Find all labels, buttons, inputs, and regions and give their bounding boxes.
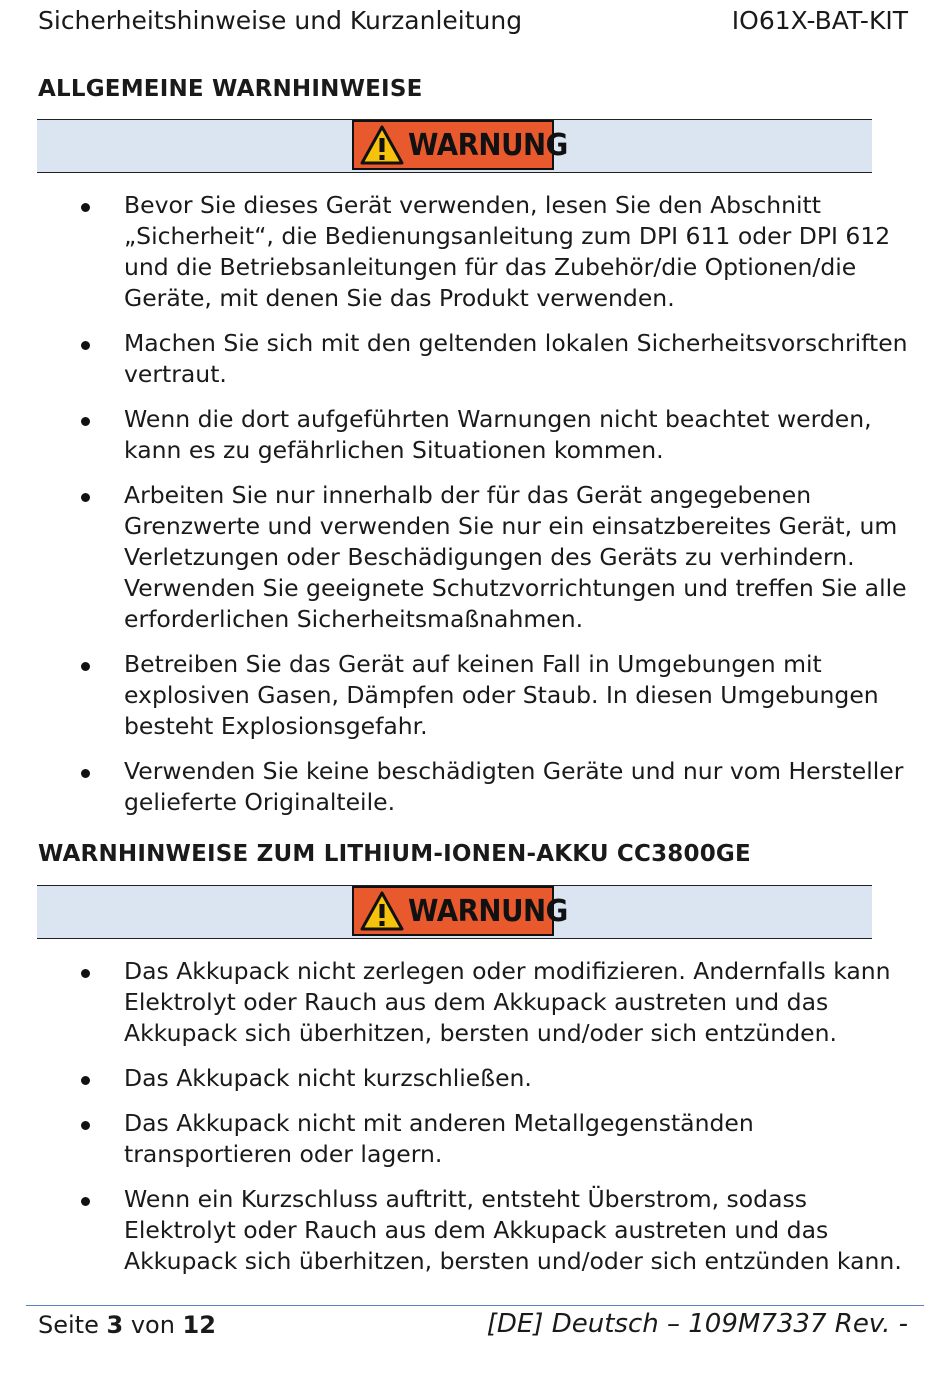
list-item-text: Bevor Sie dieses Gerät verwenden, lesen Sie den Abschnitt „Sicherheit“, die Bedienungsanleitung zum DPI 611 oder DPI 612 und die Betriebsanleitungen für das Zubehör/die Optionen/die Geräte, mit denen Sie das Produkt verwenden.: [124, 191, 891, 312]
warning-sign: [352, 120, 568, 170]
list-item: [0, 328, 950, 390]
battery-warnings-list: [0, 956, 950, 1291]
page-prefix: Seite: [38, 1311, 107, 1339]
bullet-icon: [81, 1121, 90, 1130]
page-current: 3: [106, 1311, 124, 1339]
list-item-text: Wenn ein Kurzschluss auftritt, entsteht Überstrom, sodass Elektrolyt oder Rauch aus dem Akkupack austreten und das Akkupack sich überhitzen, bersten und/oder sich entzünden kann.: [124, 1185, 902, 1275]
warning-sign: [352, 886, 568, 936]
bullet-icon: [81, 769, 90, 778]
bullet-icon: [81, 341, 90, 350]
general-warnings-list: [0, 190, 950, 832]
list-item-text: Wenn die dort aufgeführten Warnungen nicht beachtet werden, kann es zu gefährlichen Situationen kommen.: [124, 405, 872, 464]
bullet-icon: [81, 493, 90, 502]
warning-banner-battery: [37, 885, 872, 939]
page-total: 12: [182, 1311, 216, 1339]
warning-label: WARNUNG: [408, 127, 568, 163]
list-item: [0, 480, 950, 635]
page-number: [38, 1311, 216, 1339]
section-title-general-warnings: ALLGEMEINE WARNHINWEISE: [38, 76, 423, 102]
list-item-text: Verwenden Sie keine beschädigten Geräte und nur vom Hersteller gelieferte Originalteile.: [124, 757, 904, 816]
bullet-icon: [81, 203, 90, 212]
header-title: Sicherheitshinweise und Kurzanleitung: [38, 6, 523, 35]
list-item: [0, 956, 950, 1049]
list-item-text: Das Akkupack nicht zerlegen oder modifizieren. Andernfalls kann Elektrolyt oder Rauch aus dem Akkupack austreten und das Akkupack sich überhitzen, bersten und/oder sich entzünden.: [124, 957, 891, 1047]
list-item: [0, 1184, 950, 1277]
warning-banner-general: [37, 119, 872, 173]
list-item: [0, 190, 950, 314]
list-item: [0, 1063, 950, 1094]
list-item: [0, 404, 950, 466]
bullet-icon: [81, 1197, 90, 1206]
list-item-text: Machen Sie sich mit den geltenden lokalen Sicherheitsvorschriften vertraut.: [124, 329, 908, 388]
warning-triangle-icon: [360, 125, 404, 165]
header-product-code: IO61X-BAT-KIT: [731, 6, 908, 35]
footer-divider: [26, 1305, 924, 1306]
list-item-text: Arbeiten Sie nur innerhalb der für das Gerät angegebenen Grenzwerte und verwenden Sie nur ein einsatzbereites Gerät, um Verletzungen oder Beschädigungen des Geräts zu verhindern. Verwenden Sie geeignete Schutzvorrichtungen und treffen Sie alle erforderlichen Sicherheitsmaßnahmen.: [124, 481, 907, 633]
bullet-icon: [81, 1076, 90, 1085]
page-of: von: [123, 1311, 183, 1339]
bullet-icon: [81, 417, 90, 426]
section-title-battery-warnings: WARNHINWEISE ZUM LITHIUM-IONEN-AKKU CC3800GE: [38, 841, 751, 867]
bullet-icon: [81, 662, 90, 671]
warning-label: WARNUNG: [408, 893, 568, 929]
bullet-icon: [81, 969, 90, 978]
list-item: [0, 756, 950, 818]
warning-triangle-icon: [360, 891, 404, 931]
list-item-text: Das Akkupack nicht kurzschließen.: [124, 1064, 532, 1092]
list-item-text: Das Akkupack nicht mit anderen Metallgegenständen transportieren oder lagern.: [124, 1109, 754, 1168]
document-revision: [DE] Deutsch – 109M7337 Rev. -: [486, 1309, 908, 1339]
list-item: [0, 1108, 950, 1170]
list-item: [0, 649, 950, 742]
list-item-text: Betreiben Sie das Gerät auf keinen Fall in Umgebungen mit explosiven Gasen, Dämpfen oder Staub. In diesen Umgebungen besteht Explosionsgefahr.: [124, 650, 879, 740]
